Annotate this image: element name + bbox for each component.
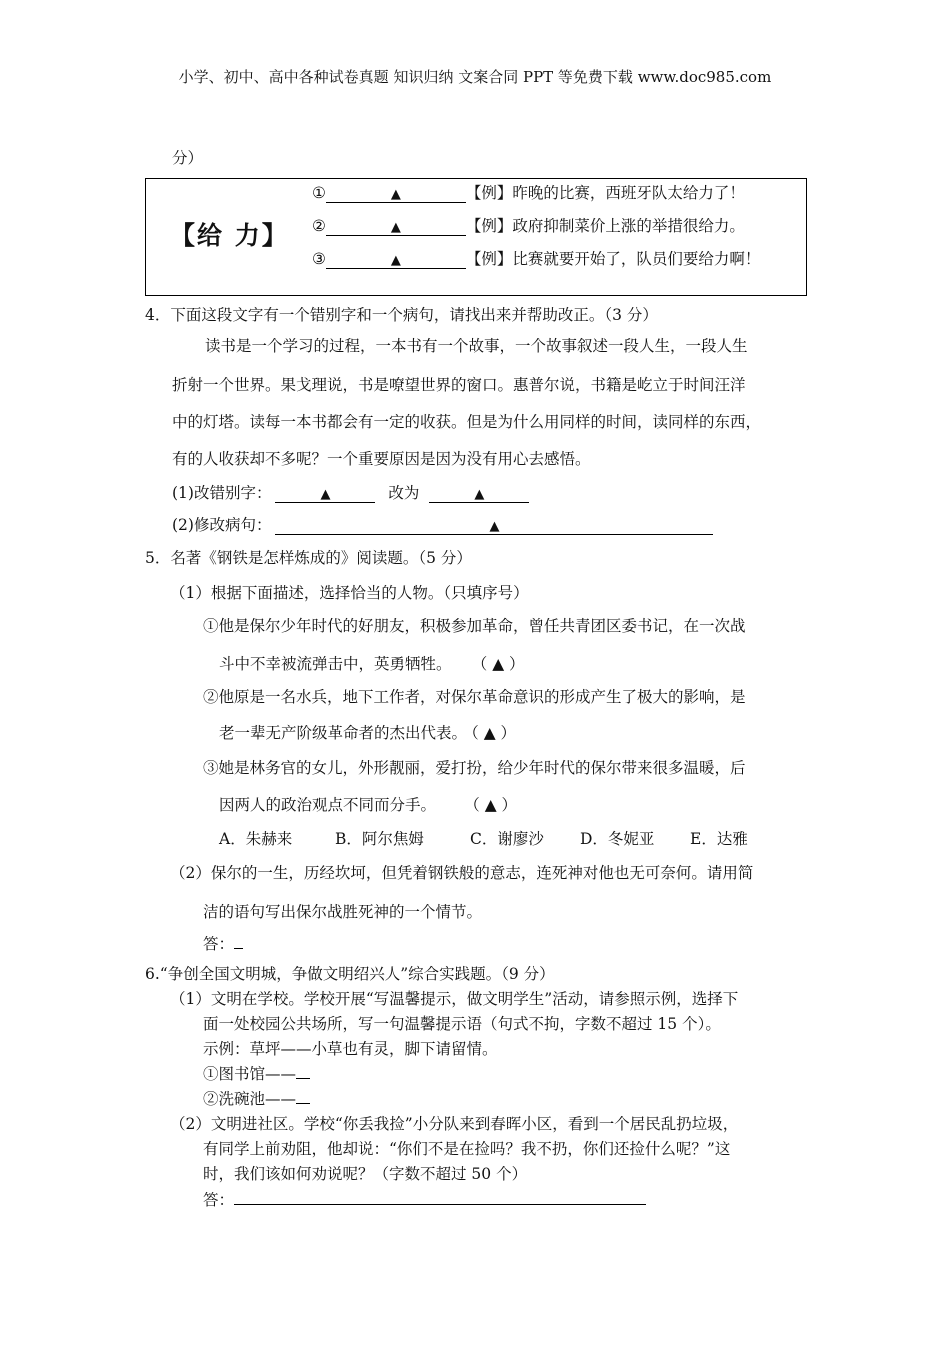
item-number: ②: [312, 217, 326, 235]
q6-answer: [203, 1187, 646, 1210]
answer-blank[interactable]: [296, 1063, 310, 1079]
q6-part1: （1）文明在学校。学校开展“写温馨提示，做文明学生”活动，请参照示例，选择下: [170, 990, 739, 1008]
q5-option: A．朱赫来: [219, 830, 293, 848]
q5-option: E．达雅: [690, 830, 748, 848]
wrong-char-blank[interactable]: [275, 485, 375, 503]
item-text: 因两人的政治观点不同而分手。: [219, 796, 437, 814]
q4-sub2: [172, 513, 713, 535]
item-text: 斗中不幸被流弹击中，英勇牺牲。: [219, 655, 452, 673]
q4-passage-line: 读书是一个学习的过程，一本书有一个故事，一个故事叙述一段人生，一段人生: [205, 337, 748, 355]
geili-row-3: [312, 247, 760, 269]
option-text: ①图书馆——: [203, 1065, 297, 1083]
q6-part2: 时，我们该如何劝说呢？（字数不超过 50 个）: [203, 1165, 528, 1183]
q6-title: 6.“争创全国文明城，争做文明绍兴人”综合实践题。（9 分）: [145, 965, 555, 983]
answer-marker: ▲: [474, 487, 485, 502]
example-text: 【例】政府抑制菜价上涨的举措很给力。: [465, 217, 745, 235]
previous-question-tail: 分）: [172, 149, 204, 167]
q5-option: D．冬妮亚: [580, 830, 655, 848]
answer-label: 答：: [203, 1191, 235, 1209]
q5-item-line: [219, 721, 516, 743]
sub1-mid: 改为: [388, 484, 420, 502]
answer-blank[interactable]: [326, 218, 466, 236]
answer-marker: ▲: [489, 519, 500, 534]
correct-char-blank[interactable]: [429, 485, 529, 503]
q6-part2: 有同学上前劝阻，他却说：“你们不是在捡吗？我不扔，你们还捡什么呢？”这: [203, 1140, 731, 1158]
q4-sub1: [172, 481, 529, 503]
option-text: ②洗碗池——: [203, 1090, 297, 1108]
geili-title: 【给 力】: [170, 221, 289, 250]
answer-marker: ▲: [390, 187, 401, 202]
sentence-fix-blank[interactable]: [275, 517, 713, 535]
q6-part1: 面一处校园公共场所，写一句温馨提示语（句式不拘，字数不超过 15 个）。: [203, 1015, 721, 1033]
q6-option: [203, 1062, 310, 1084]
answer-bracket[interactable]: （ ▲ ）: [471, 724, 517, 742]
q5-item-line: [219, 652, 525, 674]
q6-example: 示例：草坪——小草也有灵，脚下请留情。: [203, 1040, 498, 1058]
answer-bracket[interactable]: （ ▲ ）: [472, 796, 518, 814]
answer-marker: ▲: [390, 253, 401, 268]
q5-part2: （2）保尔的一生，历经坎坷，但凭着钢铁般的意志，连死神对他也无可奈何。请用简: [170, 864, 754, 882]
q5-part2: 洁的语句写出保尔战胜死神的一个情节。: [203, 903, 483, 921]
geili-row-2: [312, 214, 745, 236]
sub2-label: (2)修改病句：: [172, 516, 272, 534]
q5-item-line: [219, 793, 517, 815]
q6-option: [203, 1087, 310, 1109]
item-number: ①: [312, 184, 326, 202]
sub1-label: (1)改错别字：: [172, 484, 272, 502]
q4-title: 4．下面这段文字有一个错别字和一个病句，请找出来并帮助改正。（3 分）: [145, 306, 658, 324]
q5-answer: [203, 932, 243, 954]
q5-item-line: ①他是保尔少年时代的好朋友，积极参加革命，曾任共青团区委书记，在一次战: [203, 617, 746, 635]
q4-passage-line: 有的人收获却不多呢？一个重要原因是因为没有用心去感悟。: [172, 450, 591, 468]
q5-item-line: ②他原是一名水兵，地下工作者，对保尔革命意识的形成产生了极大的影响，是: [203, 688, 746, 706]
q5-item-line: ③她是林务官的女儿，外形靓丽，爱打扮，给少年时代的保尔带来很多温暖，后: [203, 759, 746, 777]
q5-part1: （1）根据下面描述，选择恰当的人物。（只填序号）: [170, 584, 529, 602]
q5-option: C．谢廖沙: [470, 830, 544, 848]
q5-title: 5．名著《钢铁是怎样炼成的》阅读题。（5 分）: [145, 549, 472, 567]
q4-passage-line: 中的灯塔。读每一本书都会有一定的收获。但是为什么用同样的时间，读同样的东西，: [172, 413, 762, 431]
example-text: 【例】昨晚的比赛，西班牙队太给力了！: [465, 184, 745, 202]
answer-blank[interactable]: [326, 185, 466, 203]
example-text: 【例】比赛就要开始了，队员们要给力啊！: [465, 250, 761, 268]
answer-blank[interactable]: [326, 251, 466, 269]
answer-blank[interactable]: [234, 933, 243, 949]
answer-blank[interactable]: [234, 1187, 646, 1205]
q5-option: B．阿尔焦姆: [335, 830, 424, 848]
page-header: 小学、初中、高中各种试卷真题 知识归纳 文案合同 PPT 等免费下载 www.doc985.com: [178, 68, 772, 86]
answer-blank[interactable]: [296, 1088, 310, 1104]
answer-label: 答：: [203, 935, 235, 953]
item-text: 老一辈无产阶级革命者的杰出代表。: [219, 724, 468, 742]
answer-marker: ▲: [390, 220, 401, 235]
geili-row-1: [312, 181, 745, 203]
answer-bracket[interactable]: （ ▲ ）: [479, 655, 525, 673]
q4-passage-line: 折射一个世界。果戈理说，书是嘹望世界的窗口。惠普尔说，书籍是屹立于时间汪洋: [172, 376, 746, 394]
q6-part2: （2）文明进社区。学校“你丢我捡”小分队来到春晖小区，看到一个居民乱扔垃圾，: [170, 1115, 739, 1133]
answer-marker: ▲: [320, 487, 331, 502]
item-number: ③: [312, 250, 326, 268]
